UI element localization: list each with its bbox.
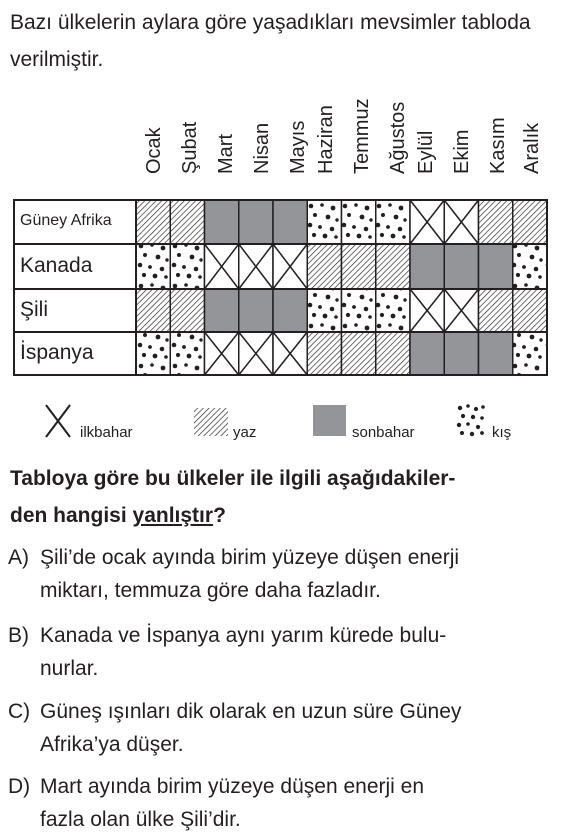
month-label: Nisan <box>251 122 273 174</box>
season-cell <box>307 332 341 375</box>
season-cell <box>239 200 273 244</box>
month-label: Ekim <box>451 129 473 174</box>
month-label: Şubat <box>179 121 201 174</box>
season-cell <box>513 200 547 244</box>
month-label: Ağustos <box>387 101 409 174</box>
season-cell <box>376 200 410 244</box>
season-cell <box>273 244 307 289</box>
season-cell <box>342 289 376 332</box>
season-cell <box>342 244 376 289</box>
season-cell <box>376 332 410 375</box>
option-a[interactable]: A) Şili’de ocak ayında birim yüzeye düşen enerji miktarı, temmuza göre daha fazladır. <box>8 546 460 602</box>
month-label: Kasım <box>487 117 509 174</box>
season-cell <box>513 289 547 332</box>
season-cell <box>205 332 239 375</box>
season-cell <box>170 244 204 289</box>
country-label: Kanada <box>20 254 93 277</box>
ilkbahar-icon <box>46 405 70 437</box>
season-cell <box>376 244 410 289</box>
legend-yaz-label: yaz <box>233 424 257 441</box>
country-label: Güney Afrika <box>20 212 112 229</box>
season-cell <box>136 289 170 332</box>
season-cell <box>170 200 204 244</box>
season-cell <box>136 200 170 244</box>
season-cell <box>479 200 513 244</box>
country-label: İspanya <box>20 341 94 364</box>
season-cell <box>205 244 239 289</box>
option-d[interactable]: D) Mart ayında birim yüzeye düşen enerji en fazla olan ülke Şili’dir. <box>8 775 425 831</box>
month-label: Eylül <box>415 130 437 174</box>
season-cell <box>239 332 273 375</box>
season-cell <box>444 244 478 289</box>
season-cell <box>273 289 307 332</box>
season-cell <box>273 332 307 375</box>
season-cell <box>410 244 444 289</box>
season-cell <box>307 289 341 332</box>
month-label: Temmuz <box>351 98 373 174</box>
month-label: Aralık <box>521 122 543 174</box>
legend-kis-label: kış <box>492 424 512 441</box>
country-label: Şili <box>20 298 49 321</box>
season-cell <box>239 289 273 332</box>
season-cell <box>342 332 376 375</box>
season-cell <box>376 289 410 332</box>
legend-ilkbahar-label: ilkbahar <box>80 424 133 441</box>
season-cell <box>410 332 444 375</box>
season-cell <box>479 332 513 375</box>
legend-sonbahar-label: sonbahar <box>352 424 415 441</box>
season-cell <box>307 200 341 244</box>
sonbahar-icon <box>313 405 346 436</box>
season-cell <box>170 289 204 332</box>
season-cell <box>273 200 307 244</box>
month-label: Ocak <box>143 127 165 174</box>
month-label: Mart <box>215 134 237 174</box>
option-c[interactable]: C) Güneş ışınları dik olarak en uzun süre Güney Afrika’ya düşer. <box>8 700 462 756</box>
month-label: Haziran <box>315 105 337 174</box>
season-cell <box>513 244 547 289</box>
season-cell <box>410 200 444 244</box>
season-cell <box>136 244 170 289</box>
yaz-icon <box>194 408 228 436</box>
season-cell <box>170 332 204 375</box>
season-cell <box>307 244 341 289</box>
season-cell <box>513 332 547 375</box>
season-cell <box>410 289 444 332</box>
season-cell <box>479 289 513 332</box>
season-cell <box>205 289 239 332</box>
season-cell <box>205 200 239 244</box>
question-stem: Tabloya göre bu ülkeler ile ilgili aşağıdakiler- den hangisi yanlıştır? <box>10 467 456 527</box>
option-b[interactable]: B) Kanada ve İspanya aynı yarım kürede bulu- nurlar. <box>8 624 447 680</box>
intro-text: Bazı ülkelerin aylara göre yaşadıkları mevsimler tabloda verilmiştir. <box>10 11 531 71</box>
underlined-word: yanlıştır <box>132 504 214 527</box>
season-cell <box>479 244 513 289</box>
season-cell <box>239 244 273 289</box>
season-cell <box>136 332 170 375</box>
month-label: Mayıs <box>287 120 309 174</box>
season-cell <box>444 289 478 332</box>
kis-icon <box>457 404 485 436</box>
season-cell <box>342 200 376 244</box>
season-cell <box>444 332 478 375</box>
season-cell <box>444 200 478 244</box>
